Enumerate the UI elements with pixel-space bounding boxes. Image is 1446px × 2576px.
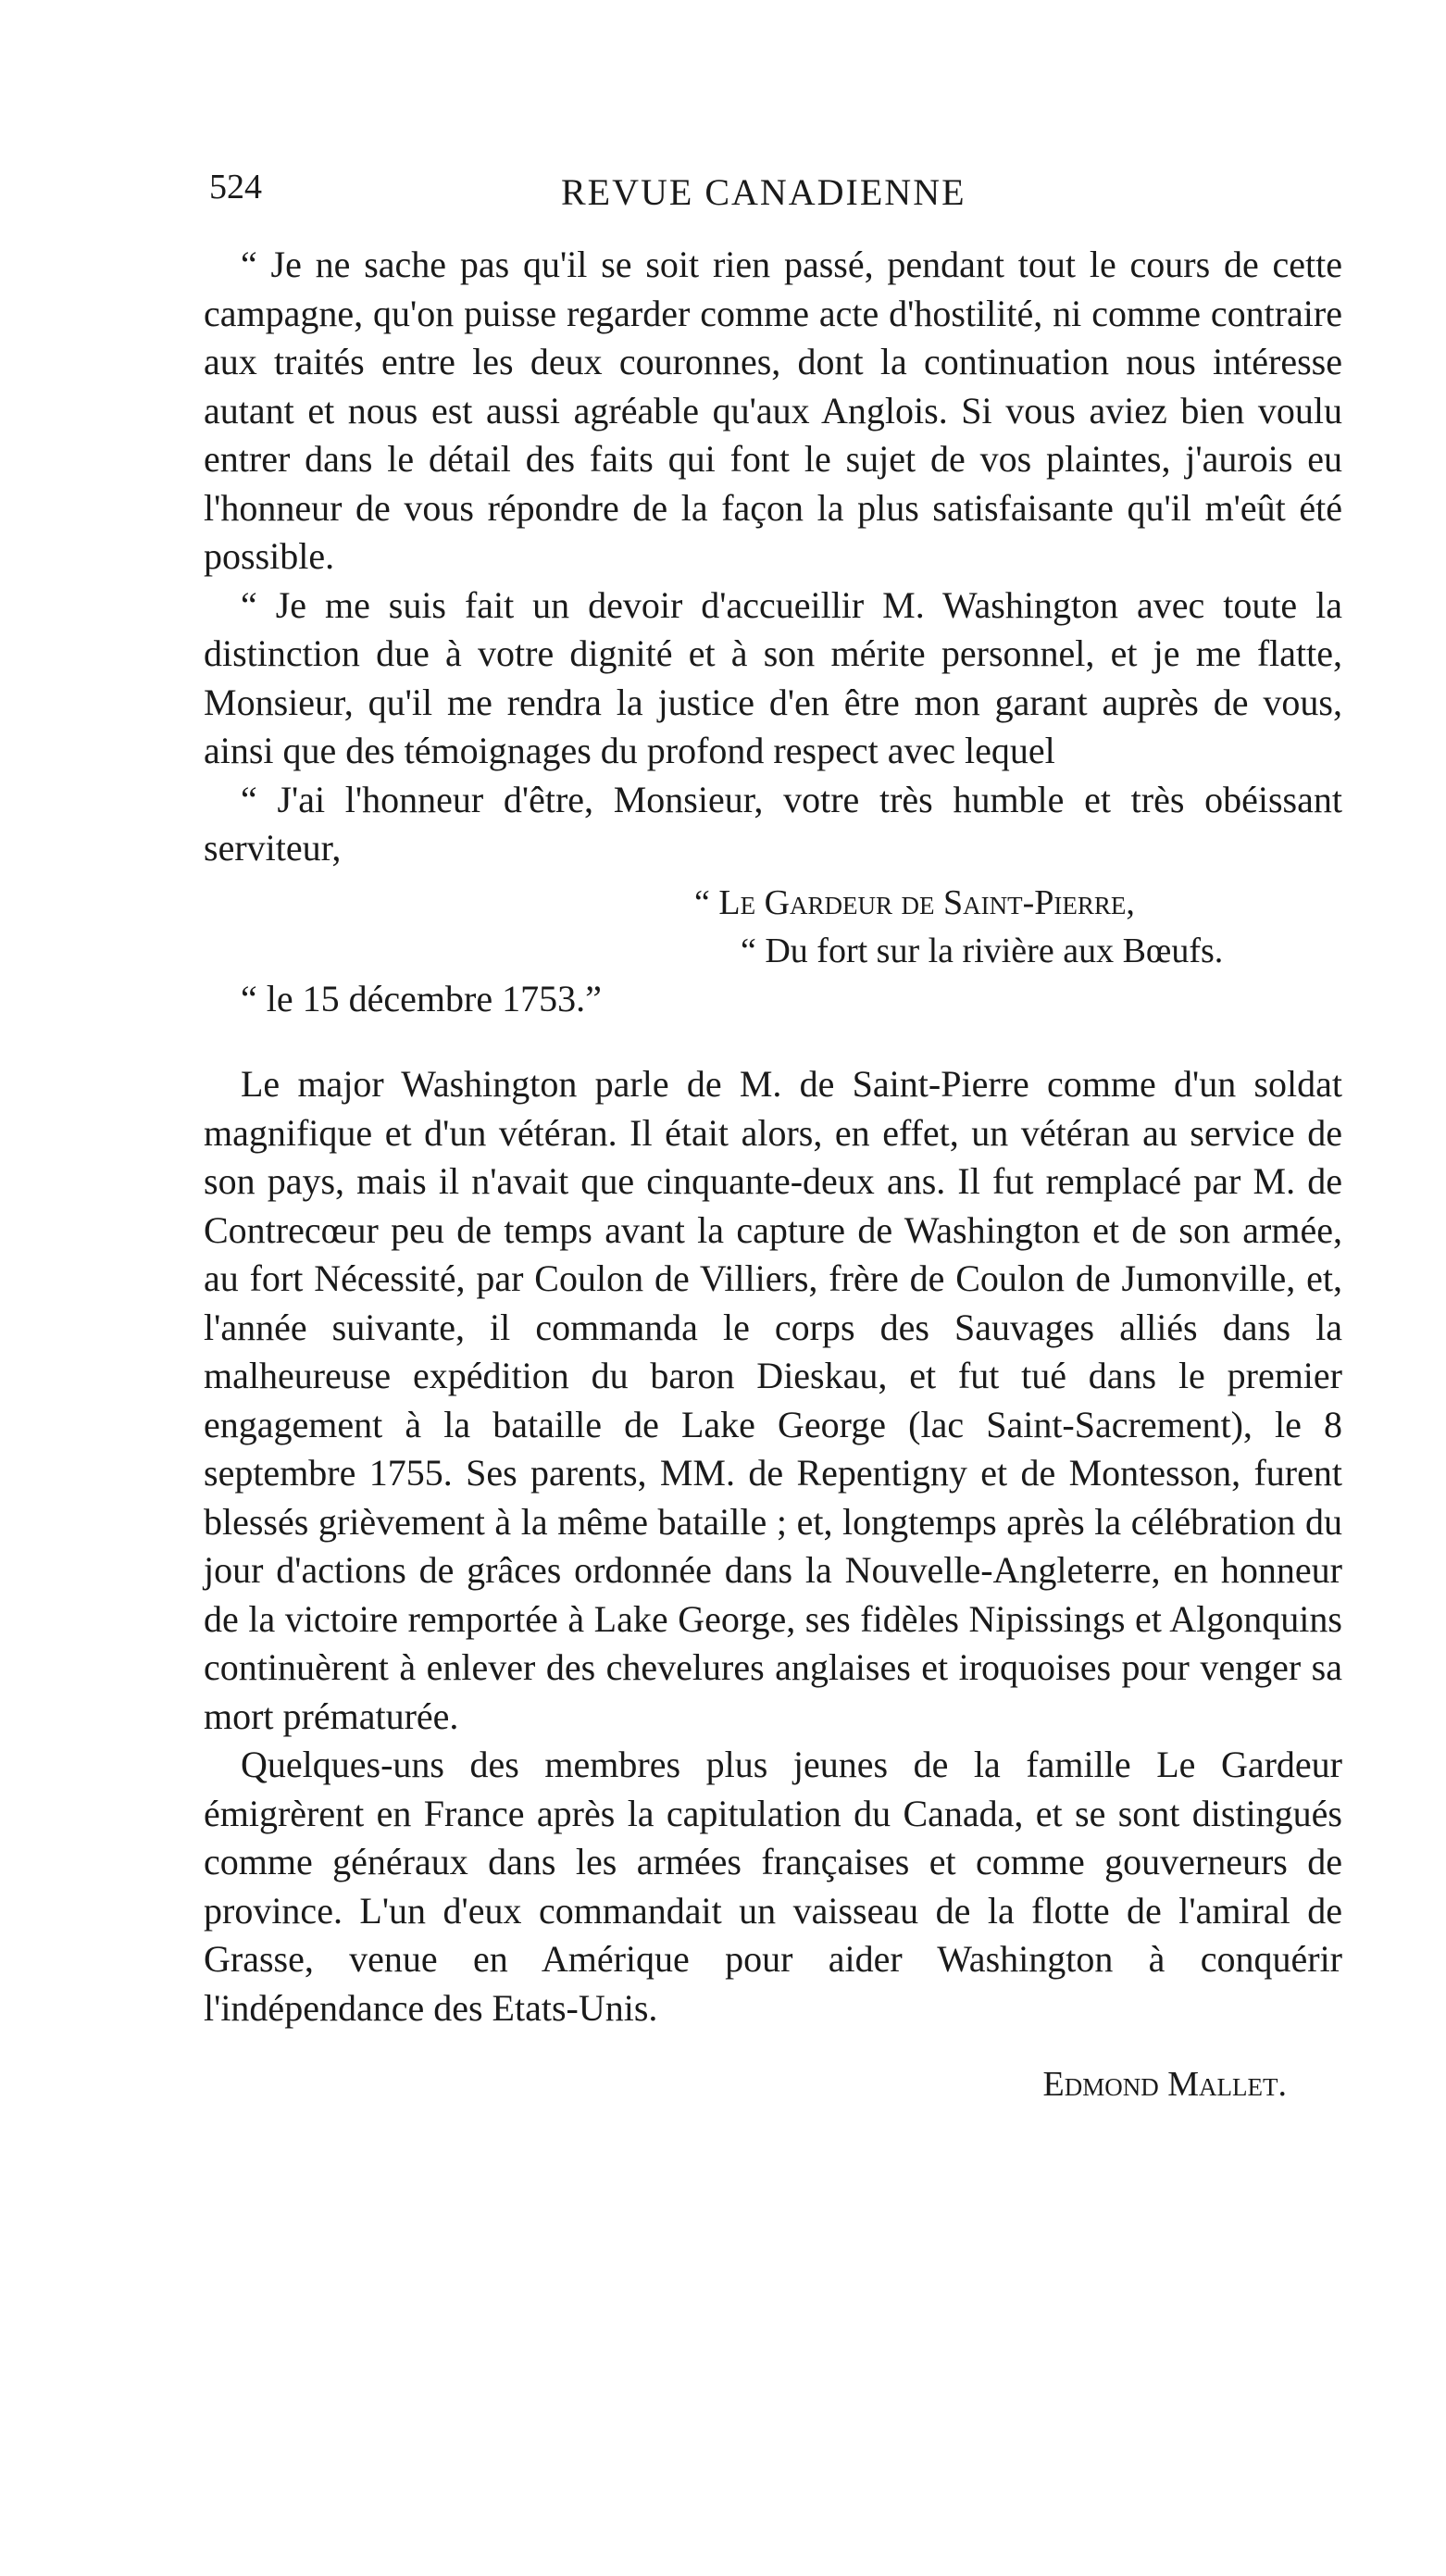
- signature-place: “ Du fort sur la rivière aux Bœufs.: [741, 931, 1224, 970]
- author-signature: Edmond Mallet.: [1042, 2065, 1287, 2104]
- letter-paragraph: “ Je me suis fait un devoir d'accueillir M. Washington avec toute la distinction due à votre dignité et à son mérite personnel, et je me flatte, Monsieur, qu'il me rendra la justice d'en être mon garant auprès de vous, ainsi que des témoignages du profond respect avec lequel: [204, 583, 1342, 771]
- page-header: [209, 167, 1320, 222]
- letter-date: “ le 15 décembre 1753.”: [241, 977, 602, 1019]
- letter-paragraph: “ J'ai l'honneur d'être, Monsieur, votre très humble et très obéissant serviteur,: [204, 778, 1342, 869]
- running-title: REVUE CANADIENNE: [561, 171, 966, 213]
- article-paragraph: Quelques-uns des membres plus jeunes de la famille Le Gardeur émigrèrent en France après la capitulation du Canada, et se sont distingués comme généraux dans les armées françaises et comme gouverneurs de province. L'un d'eux commandait un vaisseau de la flotte de l'amiral de Grasse, venue en Amérique pour aider Washington à conquérir l'indépendance des Etats-Unis.: [204, 1744, 1342, 2029]
- article-paragraph: Le major Washington parle de M. de Saint-Pierre comme d'un soldat magnifique et d'un vétéran. Il était alors, en effet, un vétéran au service de son pays, mais il n'avait que cinquante-deux ans. Il fut remplacé par M. de Contrecœur peu de temps avant la capture de Washington et de son armée, au fort Nécessité, par Coulon de Villiers, frère de Coulon de Jumonville, et, l'année suivante, il commanda le corps des Sauvages alliés dans la malheureuse expédition du baron Dieskau, et fut tué dans le premier engagement à la bataille de Lake George (lac Saint-Sacrement), le 8 septembre 1755. Ses parents, MM. de Repentigny et de Montesson, furent blessés grièvement à la même bataille ; et, longtemps après la célébration du jour d'actions de grâces ordonnée dans la Nouvelle-Angleterre, en honneur de la victoire remportée à Lake George, ses fidèles Nipissings et Algonquins continuèrent à enlever des chevelures anglaises et iroquoises pour venger sa mort prématurée.: [204, 1063, 1342, 1737]
- letter-paragraph: “ Je ne sache pas qu'il se soit rien passé, pendant tout le cours de cette campagne, qu'on puisse regarder comme acte d'hostilité, ni comme contraire aux traités entre les deux couronnes, dont la continuation nous intéresse autant et nous est aussi agréable qu'aux Anglois. Si vous aviez bien voulu entrer dans le détail des faits qui font le sujet de vos plaintes, j'aurois eu l'honneur de vous répondre de la façon la plus satisfaisante qu'il m'eût été possible.: [204, 244, 1342, 577]
- page-number: 524: [209, 168, 262, 206]
- body-text: [204, 241, 1342, 2109]
- letter-signature: [204, 873, 1342, 975]
- signature-name: “ Le Gardeur de Saint-Pierre,: [694, 882, 1135, 922]
